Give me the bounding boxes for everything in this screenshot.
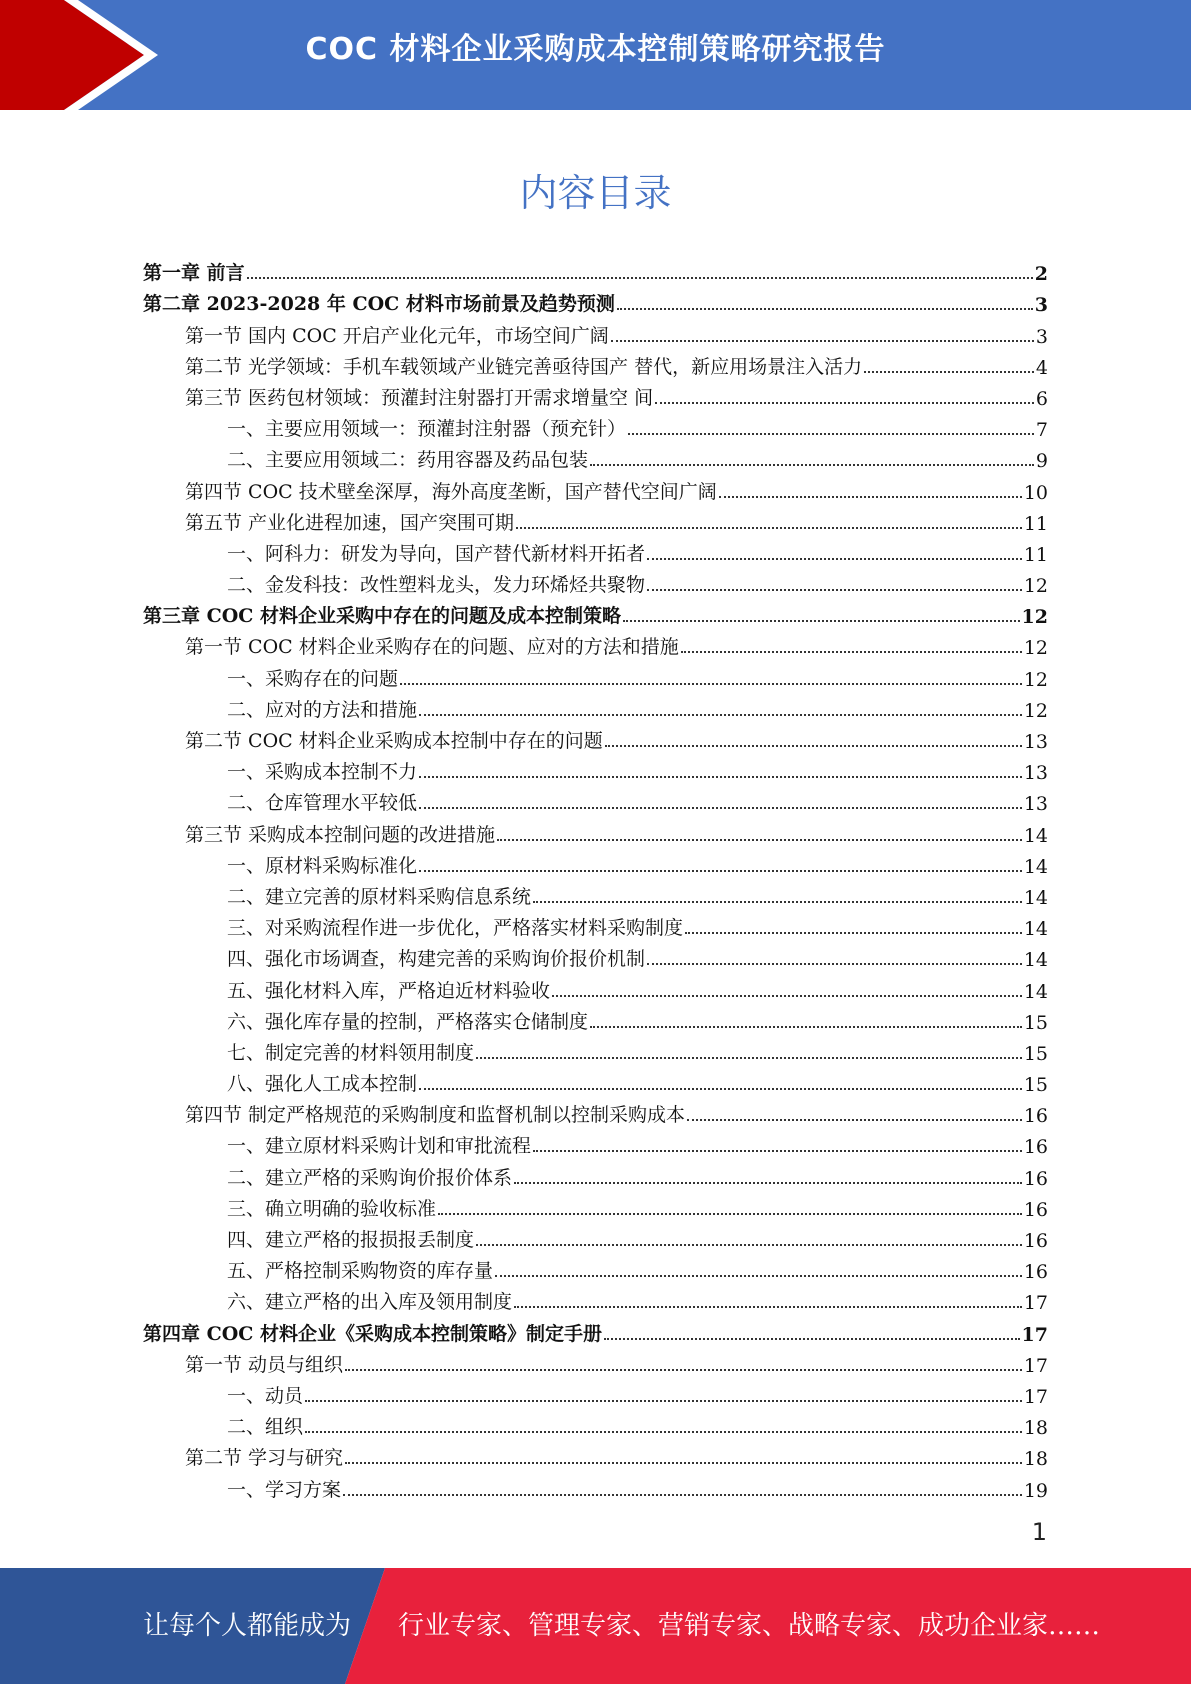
toc-leader-dots [516, 527, 1022, 529]
footer-slogan-left: 让每个人都能成为 [143, 1611, 352, 1641]
toc-leader-dots [247, 277, 1033, 279]
toc-leader-dots [604, 1338, 1020, 1340]
toc-leader-dots [400, 683, 1022, 685]
toc-entry-label: 五、强化材料入库，严格迫近材料验收 [227, 976, 552, 1003]
toc-entry-label: 一、主要应用领域一：预灌封注射器（预充针） [227, 414, 628, 441]
toc-leader-dots [497, 839, 1022, 841]
toc-leader-dots [647, 963, 1022, 965]
toc-leader-dots [419, 870, 1022, 872]
page-number: 1 [1031, 1518, 1047, 1546]
toc-entry-page: 18 [1023, 1448, 1048, 1471]
toc-entry[interactable] [143, 1346, 1048, 1377]
toc-entry-label: 四、建立严格的报损报丢制度 [227, 1225, 476, 1252]
toc-leader-dots [647, 558, 1022, 560]
toc-entry[interactable] [143, 847, 1048, 878]
toc-entry[interactable] [143, 1127, 1048, 1158]
toc-entry-page: 11 [1023, 543, 1048, 566]
toc-entry-page: 4 [1035, 356, 1048, 379]
toc-entry-label: 第四节 制定严格规范的采购制度和监督机制以控制采购成本 [185, 1100, 687, 1127]
toc-entry-page: 15 [1023, 1074, 1048, 1097]
toc-leader-dots [590, 464, 1034, 466]
toc-entry-label: 第四章 COC 材料企业《采购成本控制策略》制定手册 [143, 1319, 604, 1346]
toc-entry[interactable] [143, 1439, 1048, 1470]
toc-entry-page: 12 [1021, 606, 1048, 629]
toc-entry-page: 13 [1023, 731, 1048, 753]
toc-leader-dots [305, 1400, 1022, 1402]
toc-leader-dots [552, 995, 1022, 997]
toc-entry[interactable] [143, 1221, 1048, 1252]
toc-entry[interactable] [143, 1314, 1048, 1345]
toc-entry[interactable] [143, 1190, 1048, 1221]
toc-entry-page: 7 [1035, 419, 1048, 442]
toc-entry[interactable] [143, 254, 1048, 285]
toc-leader-dots [305, 1431, 1022, 1433]
toc-entry-page: 12 [1023, 637, 1048, 660]
toc-entry-page: 13 [1023, 793, 1048, 816]
toc-entry[interactable] [143, 285, 1048, 316]
toc-entry-page: 14 [1023, 918, 1048, 941]
toc-entry-label: 七、制定完善的材料领用制度 [227, 1038, 476, 1065]
toc-leader-dots [719, 496, 1022, 498]
toc-entry-label: 第三节 采购成本控制问题的改进措施 [185, 820, 497, 847]
toc-entry-page: 17 [1021, 1323, 1048, 1346]
toc-entry-page: 3 [1034, 294, 1048, 317]
toc-leader-dots [685, 932, 1022, 934]
toc-leader-dots [419, 776, 1022, 778]
toc-leader-dots [681, 651, 1022, 653]
toc-entry[interactable] [143, 691, 1048, 722]
toc-entry[interactable] [143, 659, 1048, 690]
toc-entry[interactable] [143, 410, 1048, 441]
toc-entry-label: 三、确立明确的验收标准 [227, 1194, 438, 1221]
toc-entry[interactable] [143, 441, 1048, 472]
toc-entry-page: 14 [1023, 886, 1048, 909]
toc-entry-label: 第一节 动员与组织 [185, 1350, 345, 1377]
toc-entry-label: 二、仓库管理水平较低 [227, 788, 419, 815]
toc-entry[interactable] [143, 753, 1048, 784]
toc-entry-page: 16 [1023, 1230, 1048, 1252]
toc-entry-page: 14 [1023, 824, 1048, 847]
toc-entry-page: 18 [1023, 1417, 1048, 1440]
table-of-contents [143, 254, 1048, 1502]
toc-entry-label: 一、动员 [227, 1381, 305, 1408]
toc-entry-page: 12 [1023, 575, 1048, 598]
toc-entry[interactable] [143, 348, 1048, 379]
toc-leader-dots [495, 1275, 1022, 1277]
toc-entry-label: 二、主要应用领域二：药用容器及药品包装 [227, 445, 590, 472]
toc-leader-dots [419, 807, 1022, 809]
toc-entry[interactable] [143, 1158, 1048, 1189]
toc-entry-label: 二、金发科技：改性塑料龙头，发力环烯烃共聚物 [227, 570, 647, 597]
toc-leader-dots [687, 1119, 1022, 1121]
toc-entry-page: 15 [1023, 1011, 1048, 1034]
toc-entry[interactable] [143, 878, 1048, 909]
report-title: COC 材料企业采购成本控制策略研究报告 [305, 32, 886, 67]
toc-entry[interactable] [143, 472, 1048, 503]
toc-heading: 内容目录 [519, 171, 672, 215]
toc-entry-label: 四、强化市场调查，构建完善的采购询价报价机制 [227, 944, 647, 971]
toc-leader-dots [533, 1150, 1022, 1152]
toc-leader-dots [514, 1306, 1022, 1308]
toc-leader-dots [533, 901, 1022, 903]
toc-entry-page: 17 [1023, 1385, 1048, 1408]
toc-entry-label: 二、应对的方法和措施 [227, 695, 419, 722]
toc-entry-page: 14 [1023, 855, 1048, 878]
toc-entry-label: 二、建立完善的原材料采购信息系统 [227, 882, 533, 909]
toc-entry[interactable] [143, 784, 1048, 815]
toc-entry-label: 一、建立原材料采购计划和审批流程 [227, 1131, 533, 1158]
toc-entry[interactable] [143, 628, 1048, 659]
toc-entry-page: 16 [1023, 1136, 1048, 1159]
toc-entry-label: 第二章 2023-2028 年 COC 材料市场前景及趋势预测 [143, 289, 617, 316]
toc-entry[interactable] [143, 597, 1048, 628]
toc-entry[interactable] [143, 1283, 1048, 1314]
toc-entry-label: 八、强化人工成本控制 [227, 1069, 419, 1096]
toc-entry-page: 15 [1023, 1042, 1048, 1065]
toc-leader-dots [623, 620, 1020, 622]
toc-leader-dots [864, 371, 1034, 373]
toc-entry-page: 16 [1023, 1198, 1048, 1221]
toc-entry-label: 第一章 前言 [143, 258, 247, 285]
toc-entry-label: 第三章 COC 材料企业采购中存在的问题及成本控制策略 [143, 601, 623, 628]
toc-entry-label: 二、建立严格的采购询价报价体系 [227, 1163, 514, 1190]
header-banner [0, 0, 1191, 110]
toc-entry[interactable] [143, 504, 1048, 535]
footer-slogan-right: 行业专家、管理专家、营销专家、战略专家、成功企业家…… [398, 1611, 1101, 1641]
toc-entry-label: 第二节 光学领域：手机车载领域产业链完善亟待国产 替代，新应用场景注入活力 [185, 352, 864, 379]
toc-leader-dots [419, 1088, 1022, 1090]
toc-entry[interactable] [143, 722, 1048, 753]
toc-leader-dots [514, 1182, 1022, 1184]
toc-leader-dots [345, 1369, 1022, 1371]
toc-entry-label: 第四节 COC 技术壁垒深厚，海外高度垄断，国产替代空间广阔 [185, 477, 719, 504]
toc-entry[interactable] [143, 1096, 1048, 1127]
toc-entry-page: 14 [1023, 980, 1048, 1003]
toc-entry-page: 19 [1023, 1479, 1048, 1502]
toc-entry-label: 第二节 学习与研究 [185, 1443, 345, 1470]
toc-entry-label: 第一节 COC 材料企业采购存在的问题、应对的方法和措施 [185, 632, 681, 659]
toc-entry-label: 五、严格控制采购物资的库存量 [227, 1256, 495, 1283]
toc-entry-page: 6 [1035, 387, 1048, 410]
toc-leader-dots [476, 1057, 1022, 1059]
toc-leader-dots [343, 1494, 1022, 1496]
toc-entry-page: 13 [1023, 762, 1048, 785]
toc-leader-dots [611, 340, 1034, 342]
toc-leader-dots [605, 745, 1022, 747]
toc-leader-dots [647, 589, 1022, 591]
toc-entry-label: 第二节 COC 材料企业采购成本控制中存在的问题 [185, 726, 605, 753]
toc-entry-page: 17 [1023, 1292, 1048, 1315]
toc-entry-label: 第三节 医药包材领域：预灌封注射器打开需求增量空 间 [185, 383, 655, 410]
toc-entry[interactable] [143, 1377, 1048, 1408]
toc-entry-page: 11 [1023, 512, 1048, 535]
toc-entry[interactable] [143, 379, 1048, 410]
toc-leader-dots [419, 714, 1022, 716]
toc-entry-page: 16 [1023, 1167, 1048, 1190]
toc-leader-dots [476, 1244, 1022, 1246]
toc-entry[interactable] [143, 535, 1048, 566]
toc-entry-page: 16 [1023, 1105, 1048, 1128]
toc-entry[interactable] [143, 909, 1048, 940]
toc-entry[interactable] [143, 1034, 1048, 1065]
toc-entry-page: 2 [1034, 263, 1048, 286]
toc-entry-label: 一、学习方案 [227, 1475, 343, 1502]
toc-entry-label: 一、原材料采购标准化 [227, 851, 419, 878]
toc-entry-page: 3 [1035, 325, 1048, 348]
toc-entry-page: 12 [1023, 699, 1048, 722]
toc-entry-page: 14 [1023, 949, 1048, 972]
toc-entry[interactable] [143, 1408, 1048, 1439]
toc-entry-label: 一、采购存在的问题 [227, 664, 400, 691]
toc-entry-label: 二、组织 [227, 1412, 305, 1439]
toc-entry-label: 三、对采购流程作进一步优化，严格落实材料采购制度 [227, 913, 685, 940]
toc-entry-label: 一、阿科力：研发为导向，国产替代新材料开拓者 [227, 539, 647, 566]
toc-entry-label: 六、建立严格的出入库及领用制度 [227, 1287, 514, 1314]
toc-leader-dots [628, 433, 1034, 435]
toc-entry-page: 9 [1035, 450, 1048, 473]
toc-entry-page: 10 [1023, 481, 1048, 504]
toc-leader-dots [617, 308, 1033, 310]
toc-entry[interactable] [143, 1470, 1048, 1501]
footer-banner [0, 1568, 1191, 1684]
toc-entry[interactable] [143, 815, 1048, 846]
toc-leader-dots [655, 402, 1034, 404]
toc-entry-page: 16 [1023, 1261, 1048, 1284]
toc-entry-label: 第五节 产业化进程加速，国产突围可期 [185, 508, 516, 535]
toc-entry-page: 12 [1023, 668, 1048, 691]
toc-leader-dots [590, 1026, 1022, 1028]
toc-entry-label: 六、强化库存量的控制，严格落实仓储制度 [227, 1007, 590, 1034]
toc-entry[interactable] [143, 940, 1048, 971]
toc-entry-label: 一、采购成本控制不力 [227, 757, 419, 784]
toc-entry[interactable] [143, 971, 1048, 1002]
toc-leader-dots [345, 1462, 1022, 1464]
toc-entry[interactable] [143, 1003, 1048, 1034]
toc-entry-label: 第一节 国内 COC 开启产业化元年，市场空间广阔 [185, 321, 611, 348]
toc-leader-dots [438, 1213, 1022, 1215]
toc-entry[interactable] [143, 1252, 1048, 1283]
toc-entry[interactable] [143, 1065, 1048, 1096]
toc-entry[interactable] [143, 316, 1048, 347]
toc-entry[interactable] [143, 566, 1048, 597]
toc-entry-page: 17 [1023, 1354, 1048, 1377]
